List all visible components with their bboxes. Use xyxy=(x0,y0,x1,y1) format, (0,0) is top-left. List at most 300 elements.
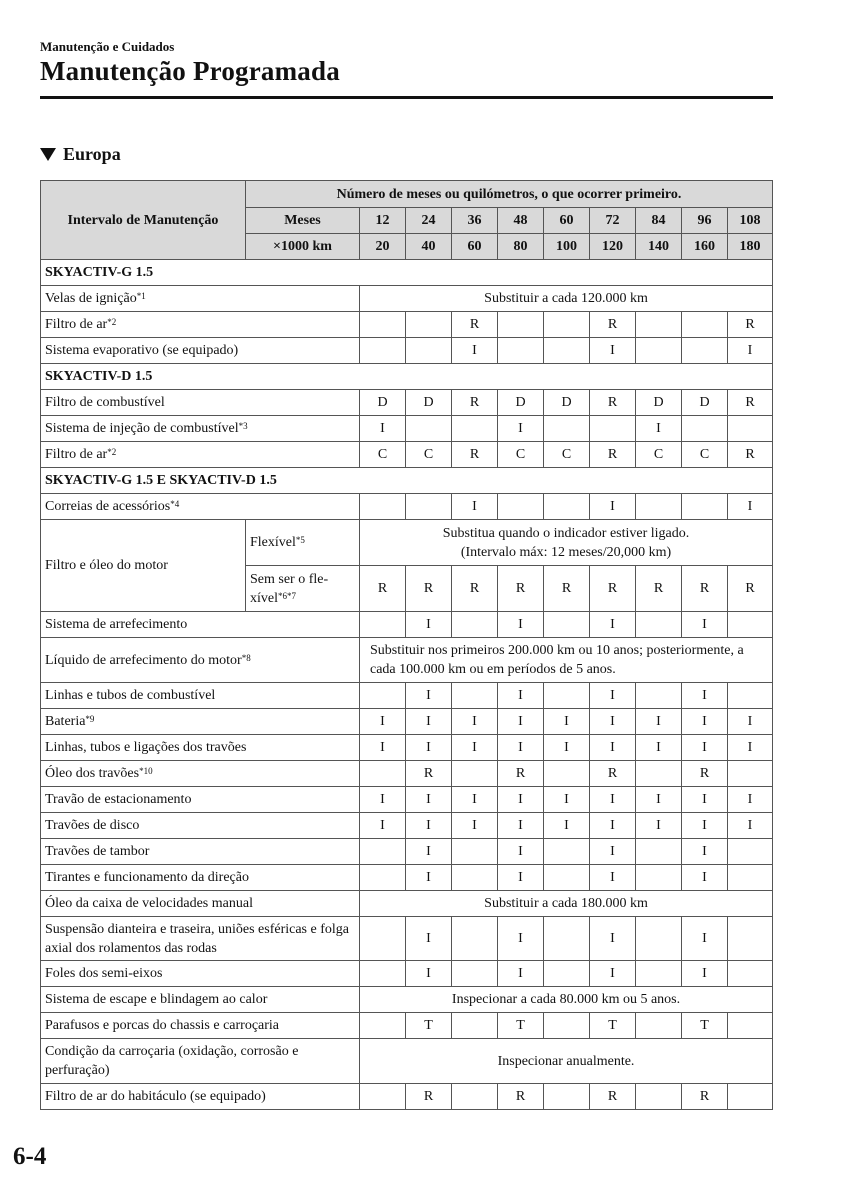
oil-flex-text: Substitua quando o indicador estiver ligado. (Intervalo máx: 12 meses/20,000 km) xyxy=(360,520,773,566)
interval-cell: I xyxy=(682,961,728,987)
interval-cell: I xyxy=(728,338,773,364)
interval-cell: I xyxy=(498,961,544,987)
table-row xyxy=(41,638,773,683)
item-name xyxy=(41,761,360,787)
interval-cell: I xyxy=(636,416,682,442)
interval-cell: R xyxy=(498,761,544,787)
interval-cell xyxy=(452,612,498,638)
span-cell: Inspecionar anualmente. xyxy=(360,1039,773,1084)
interval-cell: I xyxy=(590,494,636,520)
interval-cell xyxy=(360,1084,406,1110)
interval-cell xyxy=(360,338,406,364)
km-cell: 60 xyxy=(452,234,498,260)
interval-cell xyxy=(406,338,452,364)
item-label: Correias de acessórios xyxy=(45,499,171,514)
item-label: Óleo dos travões xyxy=(45,766,140,781)
title-divider xyxy=(40,96,773,99)
interval-cell: R xyxy=(590,566,636,612)
item-label: Linhas, tubos e ligações dos travões xyxy=(45,740,247,755)
month-cell: 48 xyxy=(498,208,544,234)
item-name xyxy=(41,987,360,1013)
table-row xyxy=(41,390,773,416)
interval-cell xyxy=(406,416,452,442)
interval-cell xyxy=(544,683,590,709)
footnote-ref: *5 xyxy=(295,535,305,545)
km-cell: 100 xyxy=(544,234,590,260)
item-name xyxy=(41,612,360,638)
month-cell: 108 xyxy=(728,208,773,234)
item-name xyxy=(41,839,360,865)
interval-cell: I xyxy=(728,494,773,520)
interval-cell: R xyxy=(728,390,773,416)
footnote-ref: *2 xyxy=(107,317,117,327)
month-cell: 72 xyxy=(590,208,636,234)
interval-cell xyxy=(590,416,636,442)
km-cell: 20 xyxy=(360,234,406,260)
interval-cell: I xyxy=(590,683,636,709)
footnote-ref: *3 xyxy=(238,421,248,431)
item-label: Tirantes e funcionamento da direção xyxy=(45,870,249,885)
interval-cell: R xyxy=(590,312,636,338)
km-cell: 140 xyxy=(636,234,682,260)
interval-cell: I xyxy=(590,787,636,813)
item-name xyxy=(41,891,360,917)
item-name xyxy=(41,312,360,338)
section-label: Manutenção e Cuidados xyxy=(40,39,175,54)
item-label: Sistema evaporativo (se equipado) xyxy=(45,343,239,358)
item-label: Travões de disco xyxy=(45,818,140,833)
interval-cell xyxy=(728,917,773,961)
month-cell: 84 xyxy=(636,208,682,234)
table-row xyxy=(41,312,773,338)
table-row xyxy=(41,917,773,961)
item-label: Bateria xyxy=(45,714,86,729)
interval-cell: I xyxy=(452,787,498,813)
item-name xyxy=(41,1039,360,1084)
interval-cell: I xyxy=(544,813,590,839)
km-cell: 120 xyxy=(590,234,636,260)
interval-cell: I xyxy=(406,813,452,839)
interval-cell: R xyxy=(682,761,728,787)
interval-cell xyxy=(636,683,682,709)
interval-cell xyxy=(728,1084,773,1110)
interval-cell xyxy=(728,416,773,442)
interval-cell: I xyxy=(682,612,728,638)
interval-cell xyxy=(360,917,406,961)
interval-cell: I xyxy=(636,709,682,735)
footnote-ref: *6*7 xyxy=(278,590,296,601)
interval-cell: I xyxy=(682,709,728,735)
item-label: Condição da carroçaria (oxidação, corrosão e perfuração) xyxy=(45,1044,299,1078)
flex-label: Flexível xyxy=(250,535,296,550)
months-label: Meses xyxy=(246,208,360,234)
interval-cell xyxy=(452,917,498,961)
item-name xyxy=(41,442,360,468)
page-title: Manutenção Programada xyxy=(40,56,340,86)
table-row xyxy=(41,442,773,468)
item-label: Velas de ignição xyxy=(45,291,137,306)
interval-cell xyxy=(728,612,773,638)
interval-cell xyxy=(728,865,773,891)
interval-cell xyxy=(452,761,498,787)
interval-cell xyxy=(682,416,728,442)
interval-cell: I xyxy=(636,787,682,813)
interval-cell xyxy=(360,312,406,338)
interval-cell: R xyxy=(360,566,406,612)
table-row xyxy=(41,338,773,364)
interval-cell: R xyxy=(452,390,498,416)
km-label: ×1000 km xyxy=(246,234,360,260)
interval-cell: I xyxy=(728,735,773,761)
interval-cell: I xyxy=(452,338,498,364)
interval-cell: I xyxy=(452,735,498,761)
interval-cell: I xyxy=(682,865,728,891)
interval-cell: I xyxy=(406,839,452,865)
month-cell: 60 xyxy=(544,208,590,234)
interval-cell: I xyxy=(452,709,498,735)
page-number: 6-4 xyxy=(13,1143,47,1170)
maintenance-schedule-table xyxy=(40,180,773,1110)
interval-cell xyxy=(636,761,682,787)
table-row xyxy=(41,683,773,709)
interval-header: Intervalo de Manutenção xyxy=(41,181,246,260)
span-cell: Inspecionar a cada 80.000 km ou 5 anos. xyxy=(360,987,773,1013)
interval-cell xyxy=(636,612,682,638)
interval-cell xyxy=(452,1084,498,1110)
interval-cell: I xyxy=(544,735,590,761)
interval-cell: I xyxy=(498,709,544,735)
item-label: Linhas e tubos de combustível xyxy=(45,688,216,703)
interval-cell xyxy=(498,338,544,364)
interval-cell: I xyxy=(452,494,498,520)
interval-cell xyxy=(728,839,773,865)
item-name xyxy=(41,338,360,364)
interval-cell xyxy=(360,1013,406,1039)
interval-cell xyxy=(728,961,773,987)
item-label: Filtro de combustível xyxy=(45,395,165,410)
item-name xyxy=(41,416,360,442)
interval-cell xyxy=(728,761,773,787)
interval-cell: I xyxy=(590,338,636,364)
interval-cell: I xyxy=(590,709,636,735)
interval-cell xyxy=(728,683,773,709)
interval-cell xyxy=(498,312,544,338)
interval-cell: I xyxy=(636,813,682,839)
interval-cell: I xyxy=(498,917,544,961)
interval-cell: I xyxy=(498,683,544,709)
footnote-ref: *2 xyxy=(107,447,117,457)
month-cell: 12 xyxy=(360,208,406,234)
interval-cell: I xyxy=(590,735,636,761)
interval-cell xyxy=(498,494,544,520)
item-name xyxy=(41,735,360,761)
table-row xyxy=(41,761,773,787)
item-label: Óleo da caixa de velocidades manual xyxy=(45,896,253,911)
interval-cell: I xyxy=(682,813,728,839)
interval-cell xyxy=(636,865,682,891)
interval-cell: R xyxy=(452,312,498,338)
interval-cell: I xyxy=(498,839,544,865)
interval-cell: R xyxy=(590,442,636,468)
interval-cell: I xyxy=(406,683,452,709)
interval-cell: I xyxy=(590,865,636,891)
interval-cell xyxy=(636,839,682,865)
interval-cell xyxy=(544,761,590,787)
header-row-top xyxy=(41,181,773,208)
interval-cell xyxy=(636,917,682,961)
interval-cell: I xyxy=(406,961,452,987)
interval-cell: I xyxy=(682,735,728,761)
table-row xyxy=(41,612,773,638)
interval-cell xyxy=(544,961,590,987)
interval-cell: I xyxy=(590,961,636,987)
triangle-down-icon xyxy=(40,148,56,161)
footnote-ref: *8 xyxy=(241,652,251,663)
interval-cell: I xyxy=(590,839,636,865)
item-name xyxy=(41,683,360,709)
table-row xyxy=(41,1039,773,1084)
interval-cell: C xyxy=(406,442,452,468)
interval-cell: I xyxy=(636,735,682,761)
interval-cell xyxy=(544,416,590,442)
interval-cell xyxy=(360,839,406,865)
interval-cell: I xyxy=(728,787,773,813)
group-title: SKYACTIV-G 1.5 E SKYACTIV-D 1.5 xyxy=(41,468,773,494)
item-name xyxy=(41,494,360,520)
interval-cell: C xyxy=(544,442,590,468)
item-name xyxy=(41,638,360,683)
footnote-ref: *1 xyxy=(136,291,146,301)
group-row xyxy=(41,364,773,390)
interval-cell xyxy=(406,494,452,520)
table-row xyxy=(41,865,773,891)
item-name xyxy=(41,813,360,839)
interval-cell: I xyxy=(682,683,728,709)
table-row xyxy=(41,987,773,1013)
interval-cell: C xyxy=(682,442,728,468)
interval-cell: R xyxy=(452,566,498,612)
interval-cell: T xyxy=(590,1013,636,1039)
interval-cell: R xyxy=(682,566,728,612)
month-cell: 96 xyxy=(682,208,728,234)
interval-cell xyxy=(636,1013,682,1039)
km-cell: 40 xyxy=(406,234,452,260)
interval-cell: I xyxy=(406,917,452,961)
interval-cell: I xyxy=(728,709,773,735)
interval-cell xyxy=(452,865,498,891)
interval-cell xyxy=(682,312,728,338)
interval-cell xyxy=(452,961,498,987)
table-row xyxy=(41,416,773,442)
item-label: Filtro de ar xyxy=(45,447,108,462)
oil-flex-row xyxy=(41,520,773,566)
interval-cell xyxy=(682,494,728,520)
interval-cell xyxy=(360,961,406,987)
interval-cell: I xyxy=(360,709,406,735)
item-label: Foles dos semi-eixos xyxy=(45,966,163,981)
interval-cell: I xyxy=(682,787,728,813)
table-row xyxy=(41,961,773,987)
item-name xyxy=(41,865,360,891)
interval-cell xyxy=(452,839,498,865)
interval-cell: D xyxy=(360,390,406,416)
item-name xyxy=(41,1084,360,1110)
interval-cell: I xyxy=(452,813,498,839)
interval-cell: I xyxy=(544,787,590,813)
interval-cell: T xyxy=(406,1013,452,1039)
interval-cell: D xyxy=(682,390,728,416)
oil-item-name: Filtro e óleo do motor xyxy=(41,520,246,612)
item-label: Líquido de arrefecimento do motor xyxy=(45,652,242,668)
item-label: Sistema de escape e blindagem ao calor xyxy=(45,992,268,1007)
oil-flex-label xyxy=(246,520,360,566)
item-name xyxy=(41,1013,360,1039)
table-row xyxy=(41,787,773,813)
km-cell: 80 xyxy=(498,234,544,260)
interval-cell xyxy=(544,839,590,865)
interval-cell: R xyxy=(406,1084,452,1110)
interval-cell: R xyxy=(590,761,636,787)
group-row xyxy=(41,468,773,494)
interval-cell: R xyxy=(590,390,636,416)
interval-cell xyxy=(360,761,406,787)
item-name xyxy=(41,286,360,312)
interval-cell: I xyxy=(590,813,636,839)
interval-cell: D xyxy=(636,390,682,416)
interval-cell xyxy=(544,338,590,364)
interval-cell: R xyxy=(544,566,590,612)
item-label: Travão de estacionamento xyxy=(45,792,192,807)
interval-cell: I xyxy=(406,735,452,761)
table-row xyxy=(41,735,773,761)
interval-cell: C xyxy=(360,442,406,468)
interval-cell xyxy=(360,494,406,520)
top-header: Número de meses ou quilómetros, o que ocorrer primeiro. xyxy=(246,181,773,208)
footnote-ref: *4 xyxy=(170,499,180,509)
interval-cell xyxy=(452,1013,498,1039)
item-name xyxy=(41,917,360,961)
interval-cell: R xyxy=(636,566,682,612)
interval-cell: R xyxy=(728,442,773,468)
interval-cell: I xyxy=(406,709,452,735)
interval-cell: I xyxy=(682,839,728,865)
item-name xyxy=(41,961,360,987)
span-cell: Substituir a cada 180.000 km xyxy=(360,891,773,917)
interval-cell: I xyxy=(406,612,452,638)
group-row xyxy=(41,260,773,286)
interval-cell: R xyxy=(728,312,773,338)
interval-cell: I xyxy=(544,709,590,735)
interval-cell xyxy=(636,312,682,338)
interval-cell: I xyxy=(590,917,636,961)
interval-cell xyxy=(360,865,406,891)
item-label: Filtro de ar do habitáculo (se equipado) xyxy=(45,1089,266,1104)
table-row xyxy=(41,813,773,839)
interval-cell: C xyxy=(498,442,544,468)
interval-cell: I xyxy=(590,612,636,638)
interval-cell xyxy=(636,961,682,987)
interval-cell xyxy=(544,917,590,961)
interval-cell xyxy=(544,494,590,520)
interval-cell xyxy=(682,338,728,364)
table-row xyxy=(41,1013,773,1039)
span-cell: Substituir a cada 120.000 km xyxy=(360,286,773,312)
interval-cell: I xyxy=(360,813,406,839)
footnote-ref: *9 xyxy=(85,714,95,724)
span-cell: Substituir nos primeiros 200.000 km ou 10 anos; posteriormente, a cada 100.000 km ou em períodos de 5 anos. xyxy=(360,638,773,683)
interval-cell: R xyxy=(452,442,498,468)
table-row xyxy=(41,839,773,865)
interval-cell: R xyxy=(590,1084,636,1110)
table-body xyxy=(41,181,773,1110)
item-label: Suspensão dianteira e traseira, uniões esféricas e folga axial dos rolamentos das rodas xyxy=(45,921,349,956)
interval-cell: I xyxy=(498,735,544,761)
region-heading-label: Europa xyxy=(63,144,121,164)
interval-cell xyxy=(636,494,682,520)
interval-cell: I xyxy=(406,865,452,891)
interval-cell: I xyxy=(360,416,406,442)
interval-cell: R xyxy=(406,566,452,612)
month-cell: 36 xyxy=(452,208,498,234)
interval-cell: R xyxy=(728,566,773,612)
fixed-label: Sem ser o fle-xível xyxy=(250,571,329,606)
interval-cell: I xyxy=(360,735,406,761)
interval-cell: D xyxy=(498,390,544,416)
interval-cell xyxy=(544,865,590,891)
interval-cell xyxy=(636,338,682,364)
interval-cell: I xyxy=(498,612,544,638)
interval-cell: D xyxy=(406,390,452,416)
item-name xyxy=(41,709,360,735)
interval-cell xyxy=(452,416,498,442)
interval-cell: I xyxy=(682,917,728,961)
interval-cell xyxy=(360,612,406,638)
item-label: Sistema de arrefecimento xyxy=(45,617,188,632)
interval-cell xyxy=(544,1084,590,1110)
interval-cell: R xyxy=(498,566,544,612)
km-cell: 160 xyxy=(682,234,728,260)
interval-cell xyxy=(360,683,406,709)
interval-cell: R xyxy=(406,761,452,787)
interval-cell: I xyxy=(406,787,452,813)
month-cell: 24 xyxy=(406,208,452,234)
interval-cell xyxy=(636,1084,682,1110)
item-label: Travões de tambor xyxy=(45,844,150,859)
interval-cell: D xyxy=(544,390,590,416)
table-row xyxy=(41,891,773,917)
interval-cell: T xyxy=(498,1013,544,1039)
interval-cell xyxy=(728,1013,773,1039)
table-row xyxy=(41,1084,773,1110)
interval-cell xyxy=(544,1013,590,1039)
table-row xyxy=(41,494,773,520)
interval-cell xyxy=(544,612,590,638)
table-row xyxy=(41,709,773,735)
item-name xyxy=(41,390,360,416)
interval-cell: R xyxy=(498,1084,544,1110)
interval-cell: C xyxy=(636,442,682,468)
group-title: SKYACTIV-G 1.5 xyxy=(41,260,773,286)
table-row xyxy=(41,286,773,312)
interval-cell: I xyxy=(498,416,544,442)
group-title: SKYACTIV-D 1.5 xyxy=(41,364,773,390)
interval-cell: I xyxy=(498,787,544,813)
interval-cell: I xyxy=(728,813,773,839)
interval-cell xyxy=(452,683,498,709)
footnote-ref: *10 xyxy=(139,766,153,776)
region-heading xyxy=(40,144,121,165)
interval-cell xyxy=(406,312,452,338)
